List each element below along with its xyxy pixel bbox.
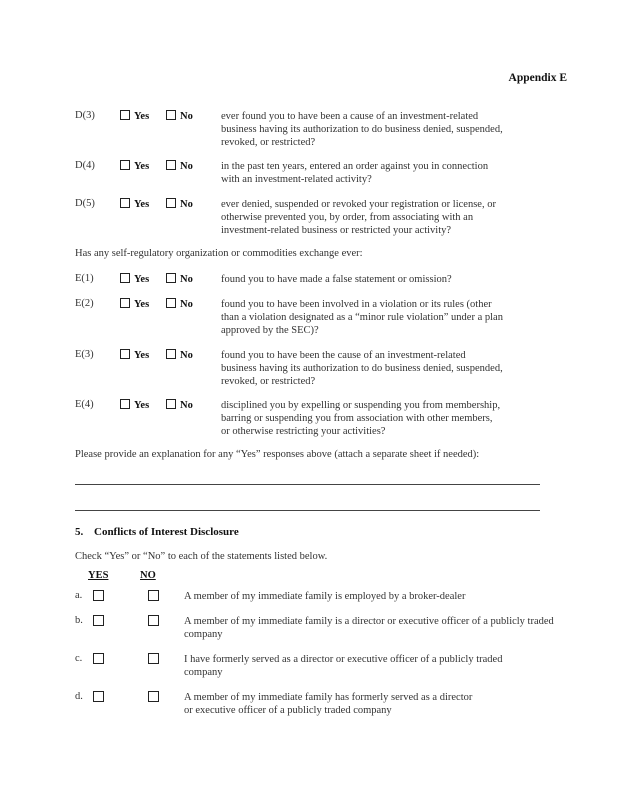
yes-checkbox[interactable] bbox=[120, 298, 130, 308]
sro-intro: Has any self-regulatory organization or commodities exchange ever: bbox=[75, 248, 363, 259]
item-letter: d. bbox=[75, 691, 83, 702]
item-text: I have formerly served as a director or executive officer of a publicly traded company bbox=[184, 654, 503, 678]
item-letter: b. bbox=[75, 615, 83, 626]
yes-option[interactable]: Yes bbox=[120, 198, 149, 210]
yes-checkbox[interactable] bbox=[93, 615, 104, 626]
yes-checkbox[interactable] bbox=[120, 349, 130, 359]
explanation-line-1[interactable] bbox=[75, 484, 540, 485]
yes-checkbox[interactable] bbox=[120, 110, 130, 120]
question-text: disciplined you by expelling or suspending you from membership, barring or suspending you from association with other members, or otherwise restricting your activities? bbox=[221, 400, 501, 437]
question-label: E(2) bbox=[75, 298, 94, 309]
question-label: D(5) bbox=[75, 198, 95, 209]
item-letter: a. bbox=[75, 590, 83, 601]
no-option[interactable]: No bbox=[166, 399, 193, 411]
no-option[interactable]: No bbox=[166, 349, 193, 361]
question-label: D(3) bbox=[75, 110, 95, 121]
column-header-yes: YES bbox=[88, 570, 109, 581]
no-option[interactable]: No bbox=[166, 273, 193, 285]
question-label: E(1) bbox=[75, 273, 94, 284]
no-checkbox[interactable] bbox=[166, 399, 176, 409]
yes-option[interactable]: Yes bbox=[120, 110, 149, 122]
explanation-line-2[interactable] bbox=[75, 510, 540, 511]
question-text: found you to have been the cause of an investment-related business having its authorization to do business denied, suspended, revoked, or restricted? bbox=[221, 350, 503, 387]
no-checkbox[interactable] bbox=[166, 273, 176, 283]
no-option[interactable]: No bbox=[166, 298, 193, 310]
question-label: D(4) bbox=[75, 160, 95, 171]
no-option[interactable]: No bbox=[166, 110, 193, 122]
question-label: E(3) bbox=[75, 349, 94, 360]
no-checkbox[interactable] bbox=[166, 349, 176, 359]
no-checkbox[interactable] bbox=[166, 160, 176, 170]
yes-option[interactable]: Yes bbox=[120, 349, 149, 361]
yes-option[interactable]: Yes bbox=[120, 273, 149, 285]
no-checkbox[interactable] bbox=[148, 615, 159, 626]
yes-option[interactable]: Yes bbox=[120, 399, 149, 411]
question-text: found you to have made a false statement or omission? bbox=[221, 274, 452, 285]
question-text: ever denied, suspended or revoked your registration or license, or otherwise prevented you, by order, from associating with an investment-related business or restricted your activity? bbox=[221, 199, 496, 236]
item-letter: c. bbox=[75, 653, 83, 664]
no-checkbox[interactable] bbox=[148, 590, 159, 601]
item-text: A member of my immediate family has formerly served as a director or executive officer of a publicly traded company bbox=[184, 692, 473, 716]
question-label: E(4) bbox=[75, 399, 94, 410]
no-option[interactable]: No bbox=[166, 160, 193, 172]
no-checkbox[interactable] bbox=[148, 691, 159, 702]
column-header-no: NO bbox=[140, 570, 156, 581]
no-checkbox[interactable] bbox=[166, 110, 176, 120]
yes-checkbox[interactable] bbox=[93, 691, 104, 702]
yes-checkbox[interactable] bbox=[93, 590, 104, 601]
explanation-prompt: Please provide an explanation for any “Yes” responses above (attach a separate sheet if needed): bbox=[75, 449, 480, 460]
no-checkbox[interactable] bbox=[166, 298, 176, 308]
yes-checkbox[interactable] bbox=[120, 160, 130, 170]
yes-option[interactable]: Yes bbox=[120, 160, 149, 172]
no-checkbox[interactable] bbox=[148, 653, 159, 664]
yes-checkbox[interactable] bbox=[120, 273, 130, 283]
appendix-label: Appendix E bbox=[508, 72, 567, 84]
question-text: in the past ten years, entered an order against you in connection with an investment-related activity? bbox=[221, 161, 489, 185]
question-text: found you to have been involved in a violation or its rules (other than a violation designated as a “minor rule violation” under a plan approved by the SEC)? bbox=[221, 299, 503, 336]
no-option[interactable]: No bbox=[166, 198, 193, 210]
yes-option[interactable]: Yes bbox=[120, 298, 149, 310]
item-text: A member of my immediate family is employed by a broker-dealer bbox=[184, 591, 466, 602]
yes-checkbox[interactable] bbox=[120, 198, 130, 208]
section-5-instruction: Check “Yes” or “No” to each of the statements listed below. bbox=[75, 551, 328, 562]
yes-checkbox[interactable] bbox=[120, 399, 130, 409]
yes-checkbox[interactable] bbox=[93, 653, 104, 664]
no-checkbox[interactable] bbox=[166, 198, 176, 208]
item-text: A member of my immediate family is a director or executive officer of a publicly traded company bbox=[184, 616, 554, 640]
question-text: ever found you to have been a cause of an investment-related business having its authorization to do business denied, suspended, revoked, or restricted? bbox=[221, 111, 503, 148]
section-5-title: 5. Conflicts of Interest Disclosure bbox=[75, 526, 239, 538]
